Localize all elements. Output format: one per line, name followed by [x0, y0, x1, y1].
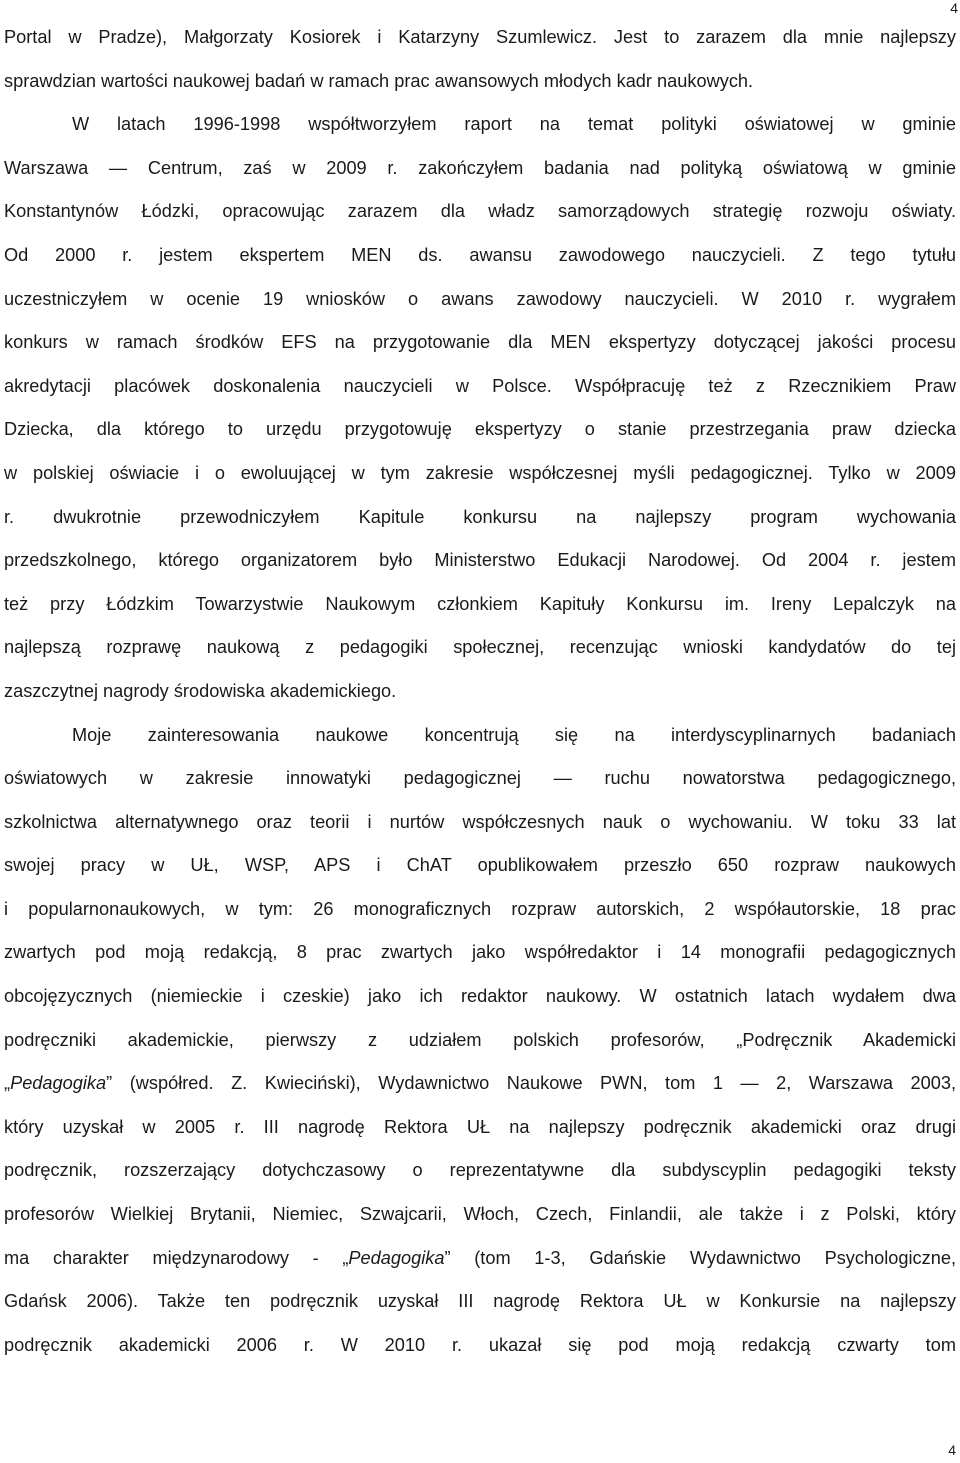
- text-line: podręcznik akademicki 2006 r. W 2010 r. ukazał się pod moją redakcją czwarty tom: [4, 1334, 956, 1355]
- paragraph-3: [4, 714, 956, 1368]
- book-title-italic: Pedagogika: [10, 1073, 107, 1094]
- text-line: najlepszą rozprawę naukową z pedagogiki społecznej, recenzując wnioski kandydatów do tej: [4, 637, 956, 658]
- text-line: podręczniki akademickie, pierwszy z udziałem polskich profesorów, „Podręcznik Akademicki: [4, 1029, 956, 1050]
- text-line: Portal w Pradze), Małgorzaty Kosiorek i Katarzyny Szumlewicz. Jest to zarazem dla mnie najlepszy: [4, 27, 956, 47]
- text-line: swojej pracy w UŁ, WSP, APS i ChAT opublikowałem przeszło 650 rozpraw naukowych: [4, 855, 956, 876]
- page-number-bottom: 4: [948, 1442, 956, 1458]
- document-body: [4, 16, 956, 1367]
- text-line: Moje zainteresowania naukowe koncentrują się na interdyscyplinarnych badaniach: [72, 724, 956, 745]
- text-line: i popularnonaukowych, w tym: 26 monograficznych rozpraw autorskich, 2 współautorskie, 18 prac: [4, 898, 956, 919]
- text-line: zaszczytnej nagrody środowiska akademickiego.: [4, 680, 397, 701]
- text-line: też przy Łódzkim Towarzystwie Naukowym członkiem Kapituły Konkursu im. Ireny Lepalczyk na: [4, 593, 956, 614]
- text-line: obcojęzycznych (niemieckie i czeskie) jako ich redaktor naukowy. W ostatnich latach wydałem dwa: [4, 986, 956, 1007]
- paragraph-1: [4, 16, 956, 103]
- paragraph-2: [4, 103, 956, 713]
- text-line: który uzyskał w 2005 r. III nagrodę Rektora UŁ na najlepszy podręcznik akademicki oraz drugi: [4, 1116, 956, 1137]
- text-line: r. dwukrotnie przewodniczyłem Kapitule konkursu na najlepszy program wychowania: [4, 506, 956, 527]
- text-line: przedszkolnego, którego organizatorem było Ministerstwo Edukacji Narodowej. Od 2004 r. jestem: [4, 550, 956, 571]
- text-line: Dziecka, dla którego to urzędu przygotowuję ekspertyzy o stanie przestrzegania praw dziecka: [4, 419, 956, 440]
- text-line: profesorów Wielkiej Brytanii, Niemiec, Szwajcarii, Włoch, Czech, Finlandii, ale także i z Polski, który: [4, 1204, 956, 1225]
- text-line: szkolnictwa alternatywnego oraz teorii i nurtów współczesnych nauk o wychowaniu. W toku 33 lat: [4, 811, 956, 832]
- text-line: sprawdzian wartości naukowej badań w ramach prac awansowych młodych kadr naukowych.: [4, 70, 754, 91]
- text-line: Konstantynów Łódzki, opracowując zarazem dla władz samorządowych strategię rozwoju oświaty.: [4, 201, 956, 222]
- book-title-italic: Pedagogika: [348, 1247, 445, 1268]
- text-line: ma charakter międzynarodowy - „Pedagogika” (tom 1-3, Gdańskie Wydawnictwo Psychologiczne,: [4, 1247, 956, 1268]
- text-line: Warszawa — Centrum, zaś w 2009 r. zakończyłem badania nad polityką oświatową w gminie: [4, 157, 956, 178]
- text-line: oświatowych w zakresie innowatyki pedagogicznej — ruchu nowatorstwa pedagogicznego,: [4, 768, 956, 789]
- text-line: akredytacji placówek doskonalenia nauczycieli w Polsce. Współpracuję też z Rzecznikiem Praw: [4, 375, 956, 396]
- text-line: „Pedagogika” (współred. Z. Kwieciński), Wydawnictwo Naukowe PWN, tom 1 — 2, Warszawa 2003,: [4, 1073, 956, 1094]
- text-line: W latach 1996-1998 współtworzyłem raport na temat polityki oświatowej w gminie: [72, 114, 956, 135]
- text-line: Gdańsk 2006). Także ten podręcznik uzyskał III nagrodę Rektora UŁ w Konkursie na najlepszy: [4, 1291, 956, 1312]
- text-line: zwartych pod moją redakcją, 8 prac zwartych jako współredaktor i 14 monografii pedagogicznych: [4, 942, 956, 963]
- text-line: konkurs w ramach środków EFS na przygotowanie dla MEN ekspertyzy dotyczącej jakości procesu: [4, 332, 956, 353]
- text-line: uczestniczyłem w ocenie 19 wniosków o awans zawodowy nauczycieli. W 2010 r. wygrałem: [4, 288, 956, 309]
- text-line: w polskiej oświacie i o ewoluującej w tym zakresie współczesnej myśli pedagogicznej. Tylko w 2009: [4, 462, 956, 483]
- text-line: podręcznik, rozszerzający dotychczasowy o reprezentatywne dla subdyscyplin pedagogiki teksty: [4, 1160, 956, 1181]
- text-line: Od 2000 r. jestem ekspertem MEN ds. awansu zawodowego nauczycieli. Z tego tytułu: [4, 244, 956, 265]
- page-number-top: 4: [950, 0, 958, 16]
